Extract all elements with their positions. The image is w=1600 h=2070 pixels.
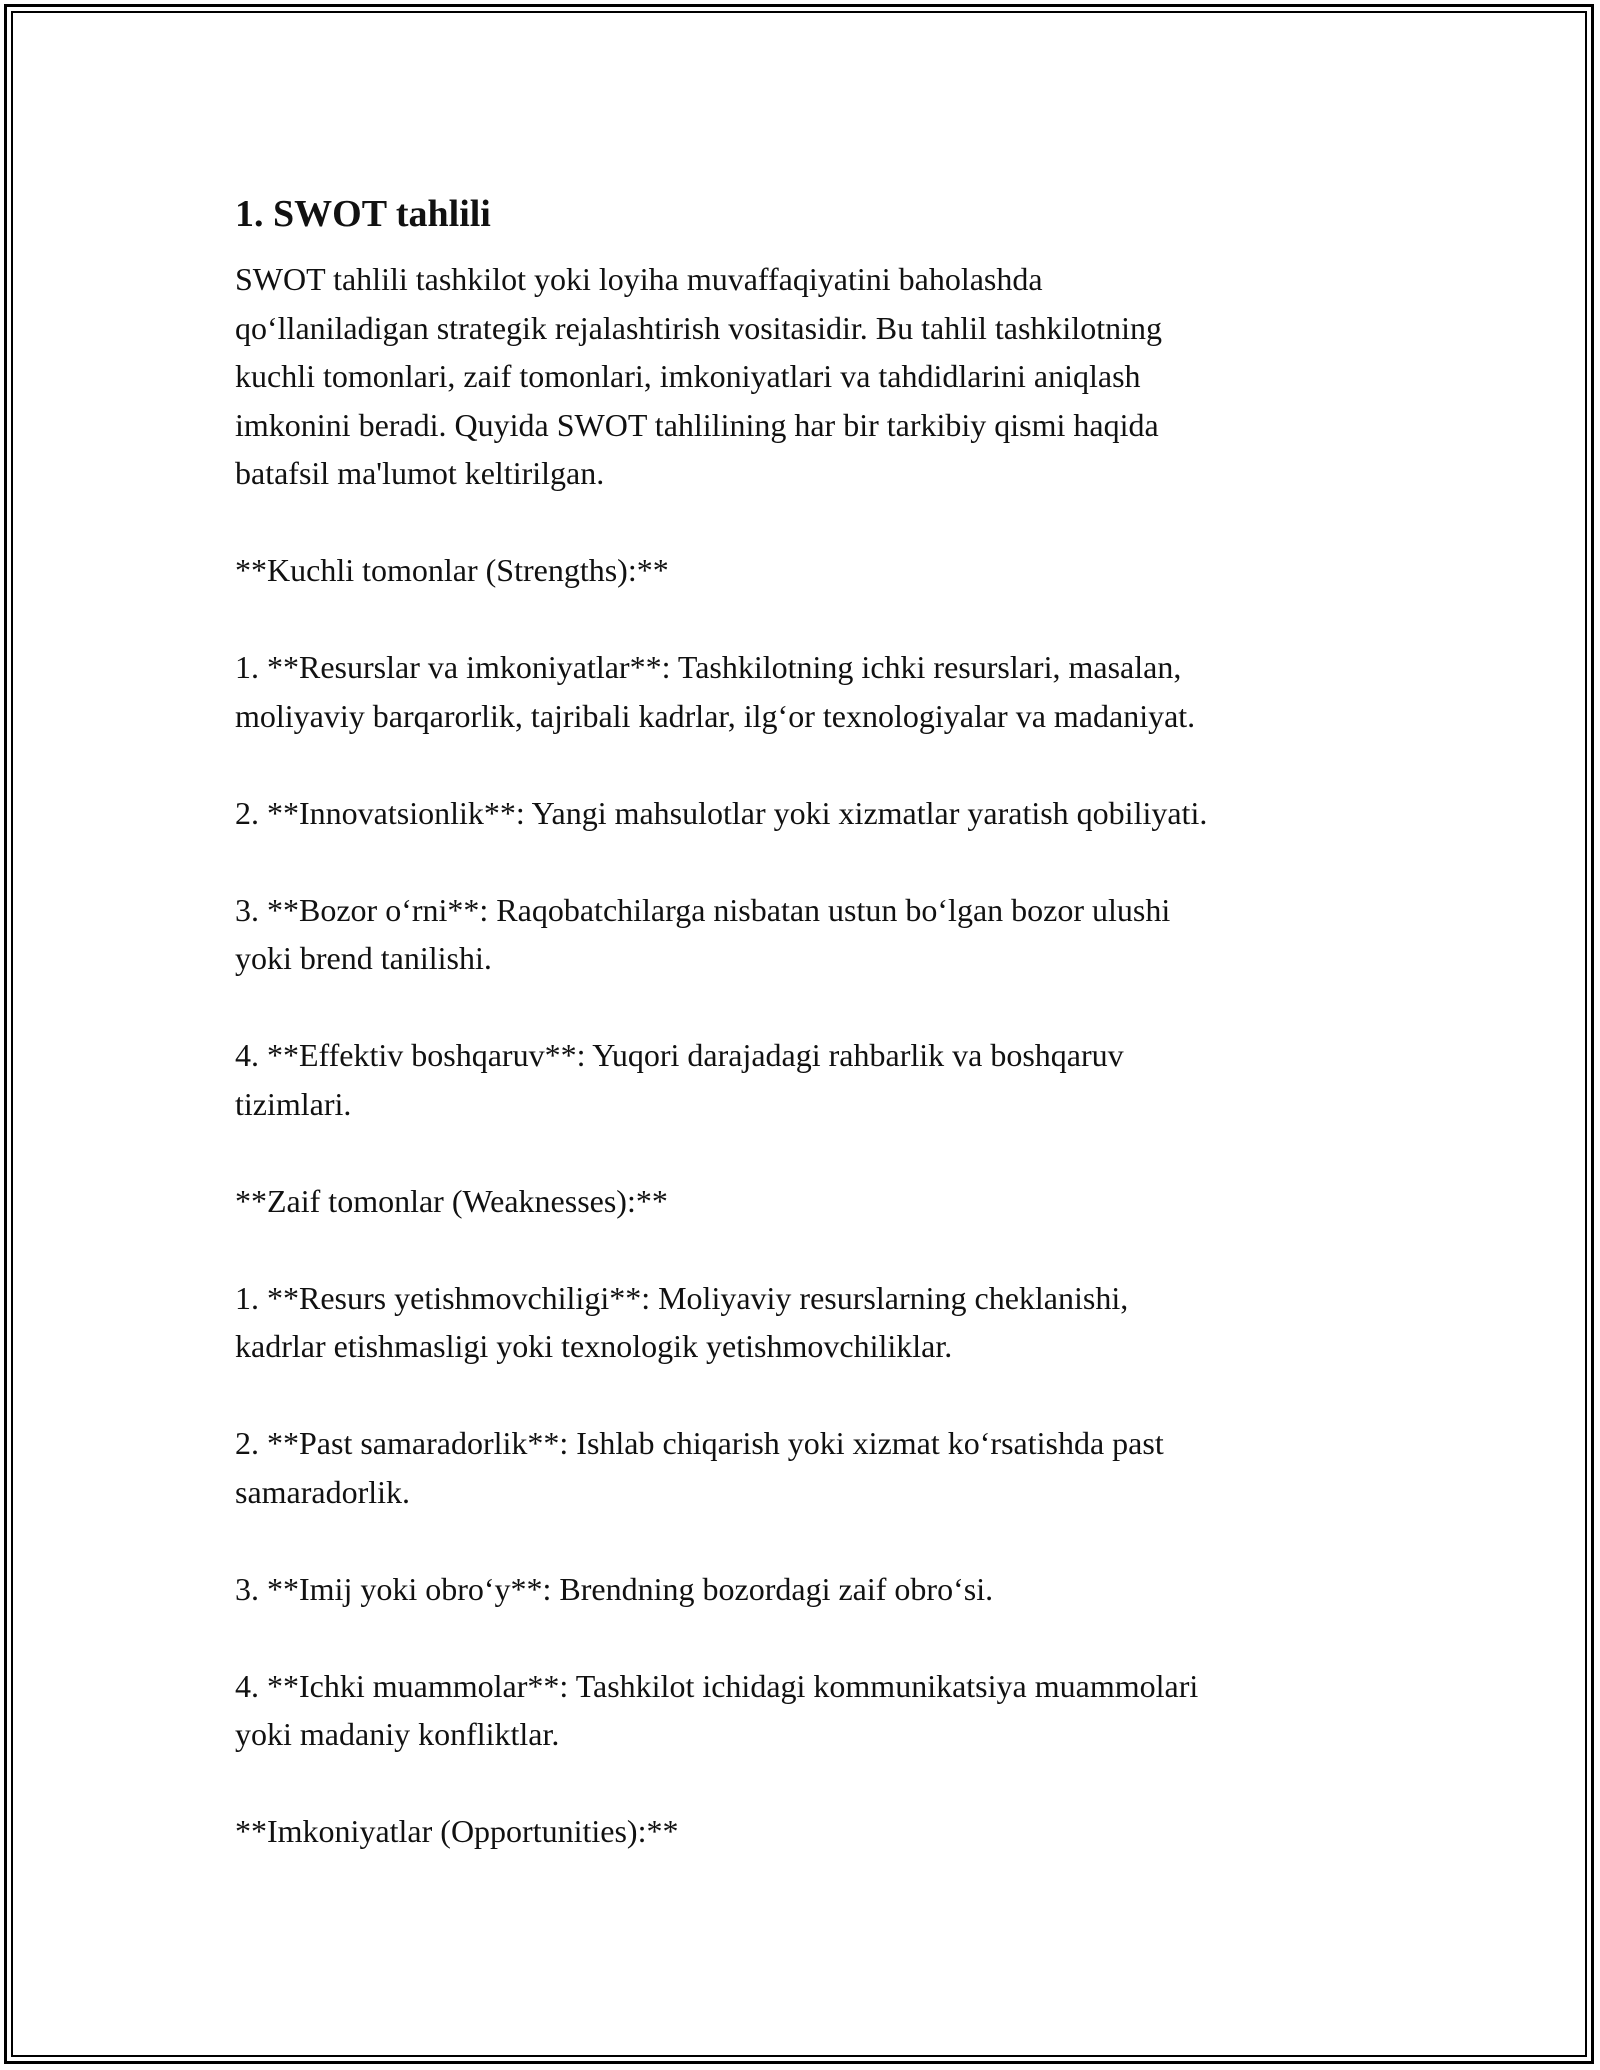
weaknesses-item-3: 3. **Imij yoki obro‘y**: Brendning bozordagi zaif obro‘si. (235, 1570, 994, 1607)
strengths-item-1: 1. **Resurslar va imkoniyatlar**: Tashkilotning ichki resurslari, masalan, moliyaviy barqarorlik, tajribali kadrlar, ilg‘or texnologiyalar va madaniyat. (235, 649, 1196, 734)
strengths-heading: **Kuchli tomonlar (Strengths):** (235, 552, 669, 588)
spacer (235, 1759, 1395, 1808)
weaknesses-item-2: 2. **Past samaradorlik**: Ishlab chiqarish yoki xizmat ko‘rsatishda past samaradorlik. (235, 1425, 1164, 1510)
opportunities-heading: **Imkoniyatlar (Opportunities):** (235, 1813, 679, 1849)
spacer (235, 983, 1395, 1032)
strengths-item-4: 4. **Effektiv boshqaruv**: Yuqori darajadagi rahbarlik va boshqaruv tizimlari. (235, 1037, 1124, 1122)
spacer (235, 595, 1395, 644)
spacer (235, 837, 1395, 886)
strengths-item-2: 2. **Innovatsionlik**: Yangi mahsulotlar yoki xizmatlar yaratish qobiliyati. (235, 794, 1208, 831)
spacer (235, 498, 1395, 547)
spacer (235, 1613, 1395, 1662)
intro-paragraph: SWOT tahlili tashkilot yoki loyiha muvaffaqiyatini baholashda qo‘llaniladigan strategik rejalashtirish vositasidir. Bu tahlil tashkilotning kuchli tomonlari, zaif tomonlari, imkoniyatlari va tahdidlarini aniqlash imkonini beradi. Quyida SWOT tahlilining har bir tarkibiy qismi haqida batafsil ma'lumot keltirilgan. (235, 261, 1162, 491)
strengths-item-3: 3. **Bozor o‘rni**: Raqobatchilarga nisbatan ustun bo‘lgan bozor ulushi yoki brend tanilishi. (235, 891, 1171, 976)
spacer (235, 1128, 1395, 1177)
spacer (235, 1371, 1395, 1420)
weaknesses-heading: **Zaif tomonlar (Weaknesses):** (235, 1182, 668, 1219)
document-title: 1. SWOT tahlili (235, 193, 491, 235)
spacer (235, 1516, 1395, 1565)
weaknesses-item-1: 1. **Resurs yetishmovchiligi**: Moliyaviy resurslarning cheklanishi, kadrlar etishmasligi yoki texnologik yetishmovchiliklar. (235, 1279, 1129, 1364)
spacer (235, 1225, 1395, 1274)
spacer (235, 740, 1395, 789)
document-body (235, 185, 1395, 1856)
weaknesses-item-4: 4. **Ichki muammolar**: Tashkilot ichidagi kommunikatsiya muammolari yoki madaniy konfliktlar. (235, 1667, 1199, 1752)
